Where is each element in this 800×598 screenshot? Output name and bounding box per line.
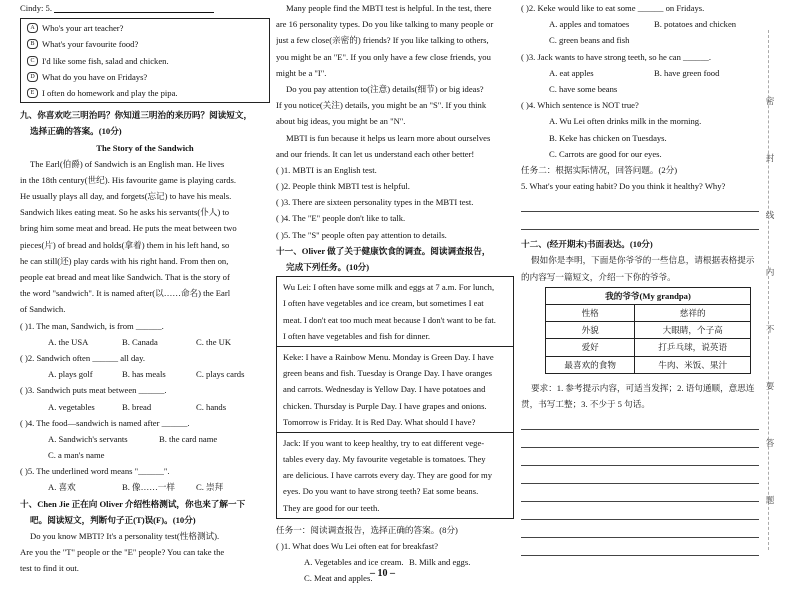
mbti-text-line: about big ideas, you might be an "N". (276, 116, 406, 127)
tf-question: ( )3. There are sixteen personality types in the MBTI test. (276, 197, 474, 208)
mbti-intro-line: test to find it out. (20, 563, 79, 574)
question-2: ( )2. Sandwich often ______ all day. (20, 352, 145, 363)
table-row: 性格 慈祥的 (546, 305, 751, 322)
story-line: of Sandwich. (20, 304, 66, 315)
task-1-question-1-options: A. Vegetables and ice cream. B. Milk and eggs. (304, 557, 471, 568)
task-1-question-1: ( )1. What does Wu Lei often eat for breakfast? (276, 541, 439, 551)
column-right (521, 0, 759, 556)
tf-question: ( )2. People think MBTI test is helpful. (276, 181, 410, 192)
speech-bubble-icon: B (27, 39, 38, 49)
section-11-title: 十一、Oliver 做了关于健康饮食的调查。阅读调查报告， (276, 245, 491, 256)
story-line: people eat bread and meat like Sandwich. That is the story of (20, 272, 230, 282)
task-2-title: 任务二：根据实际情况，回答问题。(2分) (521, 164, 678, 175)
answer-line[interactable] (521, 214, 759, 230)
task-1-question-4-option-b: B. Keke has chicken on Tuesdays. (549, 132, 667, 143)
question-4: ( )4. The food—sandwich is named after ______. (20, 417, 190, 428)
story-line: bring him some meat and bread. He puts the meat between two (20, 223, 237, 234)
cindy-line: Cindy: 5. (20, 0, 270, 16)
writing-line[interactable] (521, 486, 759, 502)
task-1-question-1-option-c: C. Meat and apples. (304, 573, 373, 584)
story-line: Sandwich likes eating meat. So he asks his servants(仆人) to (20, 207, 230, 218)
task-1-question-2-options: A. apples and tomatoes B. potatoes and chicken (549, 19, 737, 30)
mbti-text-line: might be a "I". (276, 67, 327, 78)
mbti-text-line: and our friends. It can let us understand each other better! (276, 148, 475, 159)
mbti-text-line: just a few close(亲密的) friends? If you like talking to others, (276, 35, 489, 46)
mbti-text-line: MBTI is fun because it helps us learn more about ourselves (286, 132, 491, 143)
table-row: 外貌 大眼睛，个子高 (546, 322, 751, 339)
task-1-question-3-options: A. eat apples B. have green food (549, 67, 720, 78)
question-1-options: A. the USA B. Canada C. the UK (48, 336, 232, 347)
question-3-options: A. vegetables B. bread C. hands (48, 401, 227, 412)
table-title: 我的爷爷(My grandpa) (546, 287, 751, 304)
section-10-subtitle: 吧。阅读短文，判断句子正(T)误(F)。(10分) (30, 514, 196, 525)
mbti-text-line: Do you pay attention to(注意) details(细节) or big ideas? (286, 83, 484, 94)
survey-keke: Keke: I have a Rainbow Menu. Monday is Green Day. I have green beans and fish. Tuesday is Orange Day. I have oranges and carrots. Wednesday is Yellow Day. I have potatoes and chicken. Thursday is Purple Day. I have grapes and onions. Tomorrow is Friday. It is Red Day. What should I have? (276, 346, 514, 433)
box-option: D What do you have on Fridays? (27, 69, 263, 85)
writing-line[interactable] (521, 432, 759, 448)
question-1: ( )1. The man, Sandwich, is from ______. (20, 320, 164, 331)
mbti-text-line: If you notice(关注) details, you might be an "S". If you think (276, 100, 487, 111)
writing-line[interactable] (521, 504, 759, 520)
task-1-question-4-option-a: A. Wu Lei often drinks milk in the morning. (549, 116, 702, 127)
story-line: he can still(还) play cards with his right hand. From then on, (20, 255, 229, 266)
writing-line[interactable] (521, 468, 759, 484)
tf-question: ( )4. The "E" people don't like to talk. (276, 213, 406, 224)
options-box (20, 18, 270, 103)
writing-line[interactable] (521, 450, 759, 466)
survey-wu-lei: Wu Lei: I often have some milk and eggs at 7 a.m. For lunch, I often have vegetables and ice cream, but sometimes I eat meat. I don't eat too much meat because I don't want to be fat. I often have vegetables and fish for dinner. (276, 276, 514, 347)
writing-line[interactable] (521, 414, 759, 430)
task-1-question-3-option-c: C. have some beans (549, 83, 618, 94)
requirements: 要求：1. 参考提示内容，可适当发挥；2. 语句通顺，意思连 (531, 382, 755, 393)
task-1-question-2-option-c: C. green beans and fish (549, 35, 630, 46)
writing-line[interactable] (521, 540, 759, 556)
section-9-title: 九、你喜欢吃三明治吗？你知道三明治的来历吗？阅读短文， (20, 110, 253, 121)
mbti-text-line: Many people find the MBTI test is helpful. In the test, there (286, 3, 492, 13)
task-1-question-4-option-c: C. Carrots are good for our eyes. (549, 148, 662, 159)
box-option: A Who's your art teacher? (27, 20, 263, 36)
tf-question: ( )1. MBTI is an English test. (276, 164, 377, 175)
task-1-question-4: ( )4. Which sentence is NOT true? (521, 100, 639, 111)
task-1-question-2: ( )2. Keke would like to eat some ______ on Fridays. (521, 3, 705, 13)
task-2-question: 5. What's your eating habit? Do you think it healthy? Why? (521, 181, 726, 192)
question-3: ( )3. Sandwich puts meat between ______. (20, 385, 167, 396)
mbti-intro-line: Do you know MBTI? It's a personality test(性格测试). (30, 531, 220, 541)
grandpa-table (545, 287, 751, 374)
question-4-option-c: C. a man's name (48, 450, 105, 461)
section-12-text: 假如你是李明，下面是你爷爷的一些信息，请根据表格提示 (531, 255, 755, 266)
section-12-text: 的内容写一篇短文，介绍一下你的爷爷。 (521, 271, 676, 282)
speech-bubble-icon: A (27, 23, 38, 33)
question-5-options: A. 喜欢 B. 像……一样 C. 崇拜 (48, 482, 224, 493)
story-line: in the 18th century(世纪). His favourite game is playing cards. (20, 174, 236, 185)
question-5: ( )5. The underlined word means "______". (20, 466, 170, 477)
page-number: – 10 – (370, 568, 395, 579)
box-option: C I'd like some fish, salad and chicken. (27, 53, 263, 69)
story-line: the word "sandwich". It is named after(以……命名) the Earl (20, 288, 231, 299)
table-row: 最喜欢的食物 牛肉、米饭、果汁 (546, 356, 751, 373)
tf-question: ( )5. The "S" people often pay attention to details. (276, 229, 447, 240)
table-row: 爱好 打乒乓球，说英语 (546, 339, 751, 356)
writing-line[interactable] (521, 522, 759, 538)
task-1-title: 任务一：阅读调查报告，选择正确的答案。(8分) (276, 524, 458, 535)
story-title: The Story of the Sandwich (96, 142, 194, 153)
survey-jack: Jack: If you want to keep healthy, try to eat different vege- tables every day. My favourite vegetable is tomatoes. They are delicious. I have carrots every day. They are good for my eyes. Do you want to have strong teeth? Eat some beans. They are good for our teeth. (276, 432, 514, 519)
mbti-text-line: are 16 personality types. Do you like talking to many people or (276, 19, 494, 30)
column-left (20, 0, 270, 577)
question-2-options: A. plays golf B. has meals C. plays cards (48, 369, 245, 380)
section-10-title: 十、Chen Jie 正在向 Oliver 介绍性格测试，你也来了解一下 (20, 498, 246, 509)
column-middle (276, 0, 514, 587)
story-line: pieces(片) of bread and holds(拿着) them in his left hand, so (20, 239, 230, 250)
section-12-title: 十二、(经开期末)书面表达。(10分) (521, 239, 653, 250)
question-4-options: A. Sandwich's servants B. the card name (48, 433, 218, 444)
mbti-text-line: you might be an "E". If you only have a few close friends, you (276, 51, 491, 62)
answer-line[interactable] (521, 196, 759, 212)
seal-line-notice: 密 封 线 内 不 要 答 题 (765, 96, 775, 505)
requirements: 贯，书写工整；3. 不少于 5 句话。 (521, 399, 650, 410)
task-1-question-3: ( )3. Jack wants to have strong teeth, so he can ______. (521, 51, 711, 62)
speech-bubble-icon: E (27, 88, 38, 98)
section-9-subtitle: 选择正确的答案。(10分) (30, 126, 122, 137)
box-option: B What's your favourite food? (27, 36, 263, 52)
story-line: The Earl(伯爵) of Sandwich is an English man. He lives (30, 158, 225, 169)
box-option: E I often do homework and play the pipa. (27, 85, 263, 101)
speech-bubble-icon: C (27, 56, 38, 66)
mbti-intro-line: Are you the "T" people or the "E" people? You can take the (20, 547, 225, 558)
story-line: He usually plays all day, and forgets(忘记) to have his meals. (20, 191, 232, 202)
speech-bubble-icon: D (27, 72, 38, 82)
section-11-subtitle: 完成下列任务。(10分) (286, 262, 370, 272)
